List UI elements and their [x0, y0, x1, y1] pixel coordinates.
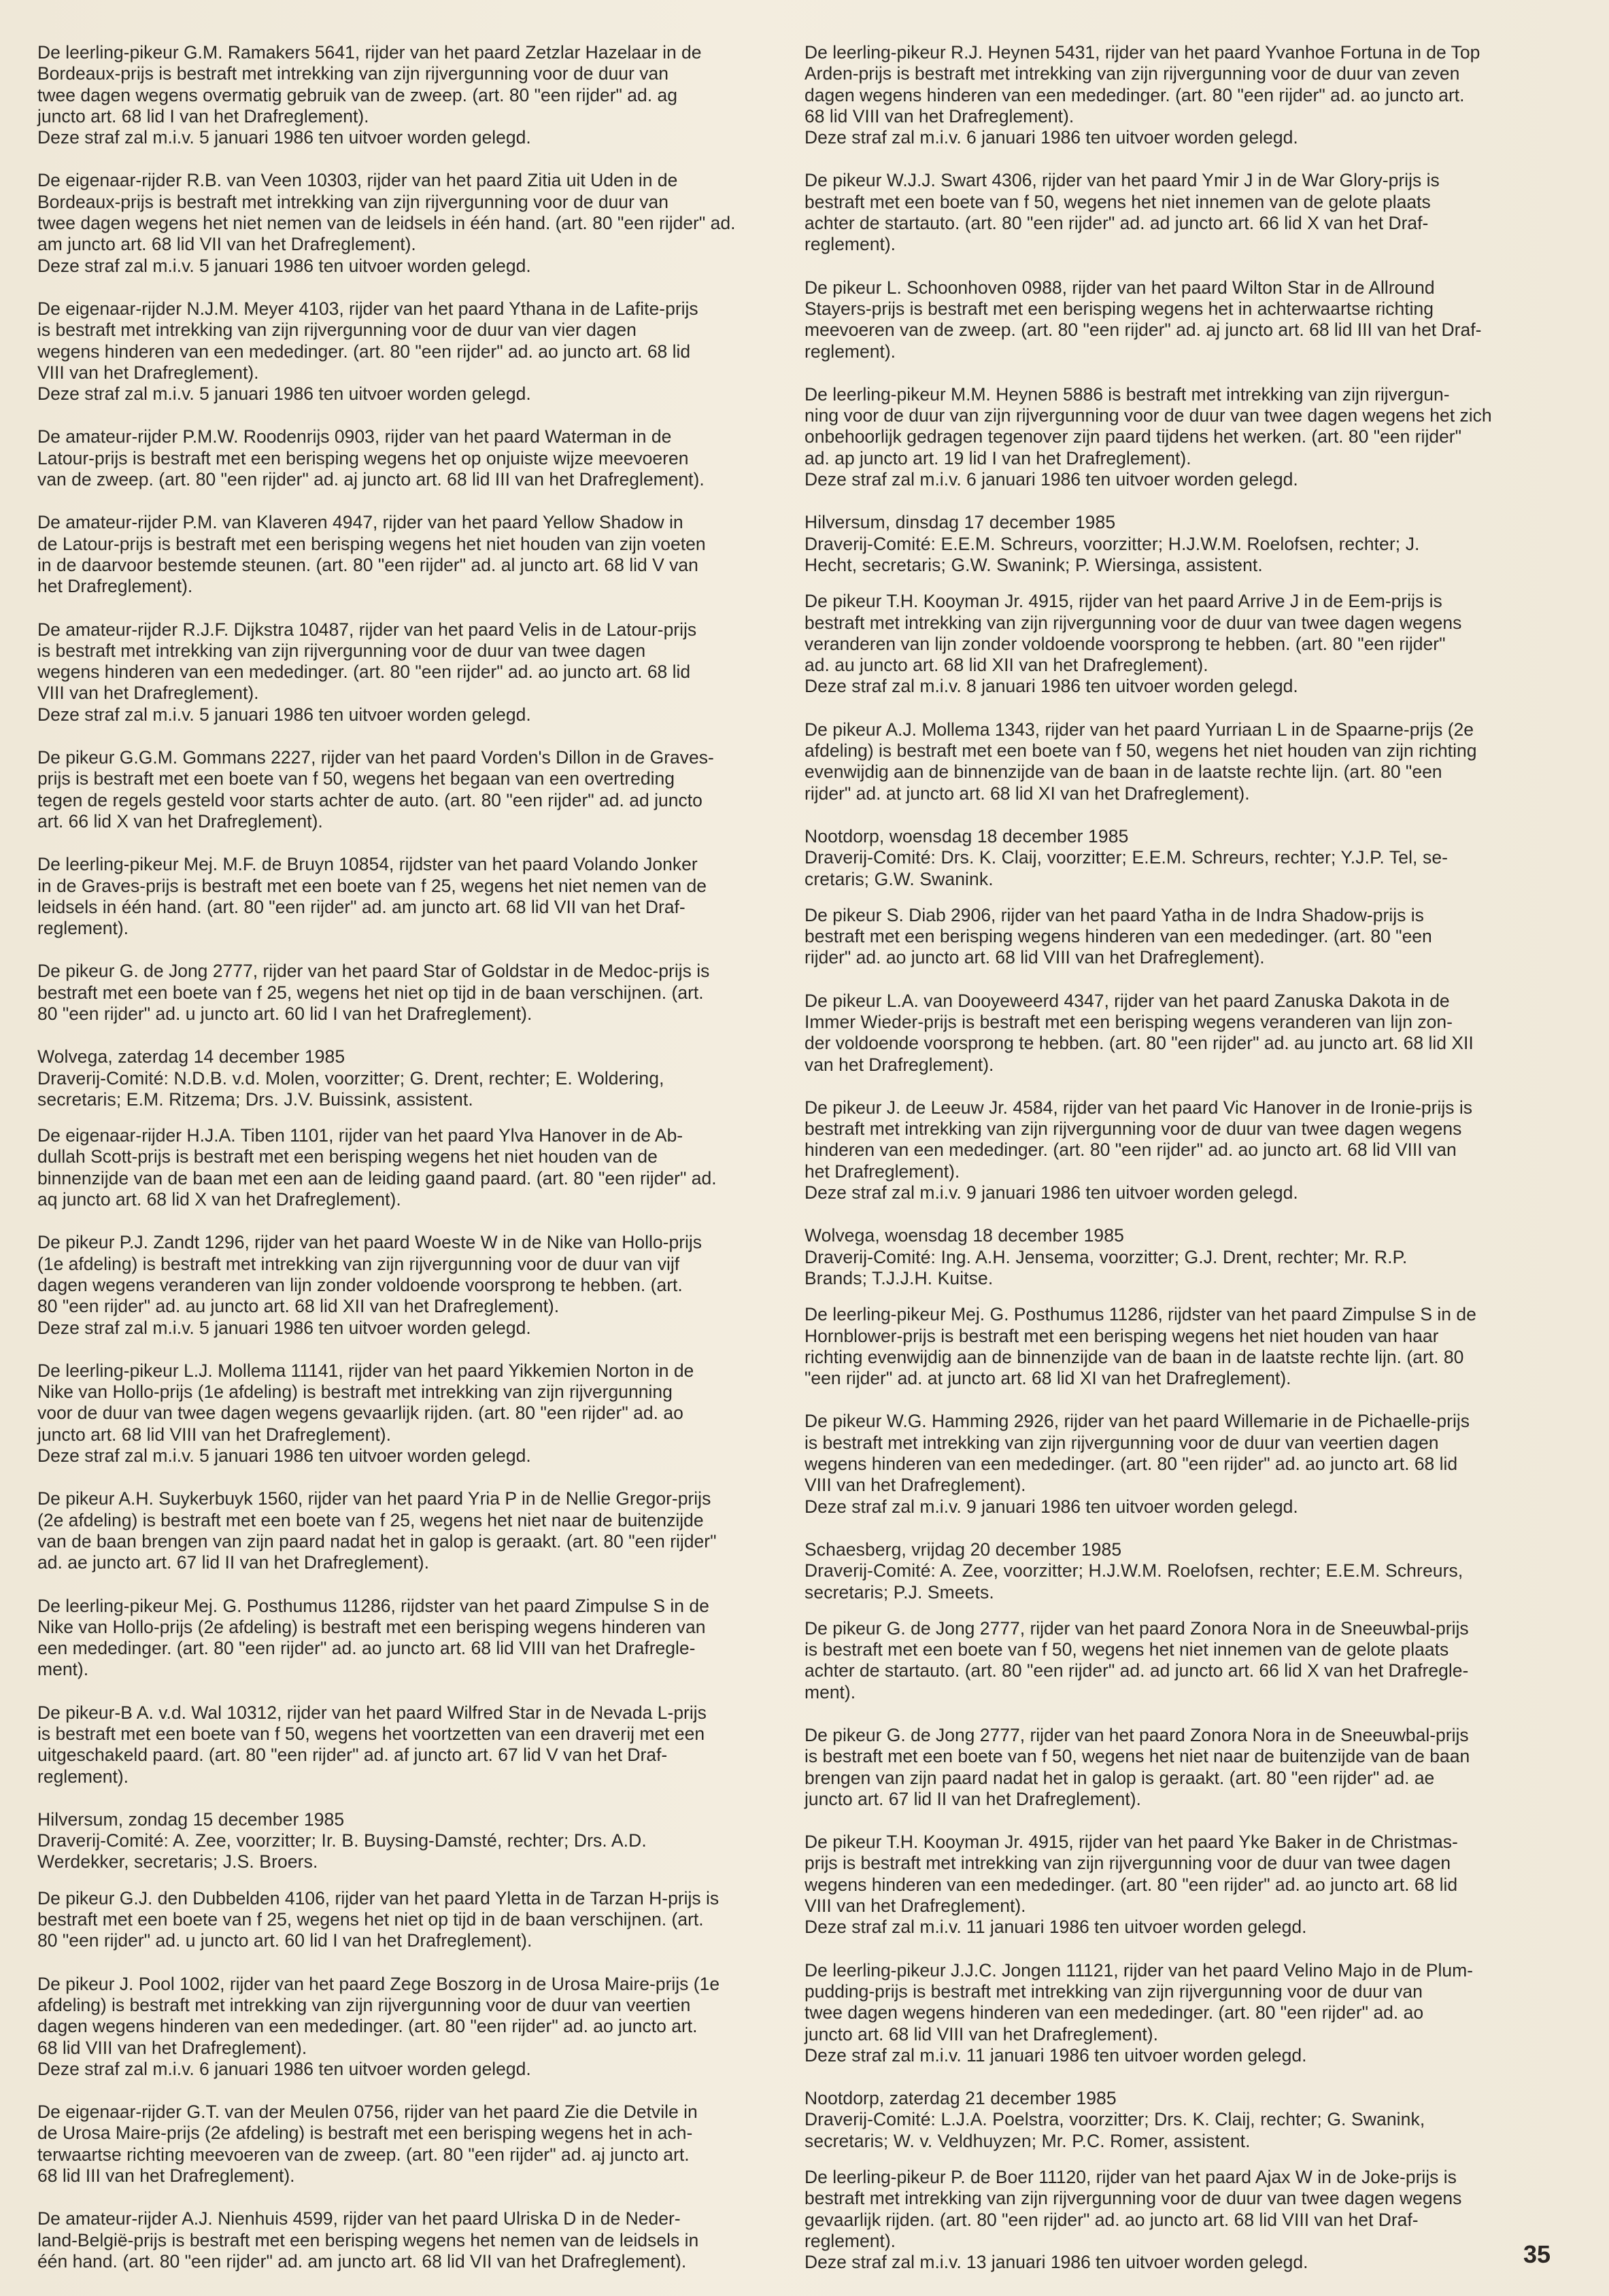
text-line: De pikeur S. Diab 2906, rijder van het paard Yatha in de Indra Shadow-prijs is: [804, 904, 1424, 925]
text-line: Deze straf zal m.i.v. 5 januari 1986 ten uitvoer worden gelegd.: [37, 383, 531, 405]
text-line: De leerling-pikeur L.J. Mollema 11141, rijder van het paard Yikkemien Norton in de: [37, 1360, 694, 1381]
verdict-paragraph: [804, 1304, 1536, 1389]
text-line: Deze straf zal m.i.v. 9 januari 1986 ten uitvoer worden gelegd.: [804, 1496, 1298, 1517]
text-line: in de daarvoor bestemde steunen. (art. 80 "een rijder" ad. al juncto art. 68 lid V van: [37, 554, 698, 575]
text-line: De pikeur G. de Jong 2777, rijder van het paard Star of Goldstar in de Medoc-prijs is: [37, 961, 710, 982]
text-line: Wolvega, woensdag 18 december 1985: [804, 1225, 1124, 1246]
text-line: De pikeur G.G.M. Gommans 2227, rijder van het paard Vorden's Dillon in de Graves-: [37, 747, 714, 768]
text-line: Bordeaux-prijs is bestraft met intrekking van zijn rijvergunning voor de duur van: [37, 191, 668, 212]
text-line: De pikeur G. de Jong 2777, rijder van het paard Zonora Nora in de Sneeuwbal-prijs: [804, 1617, 1469, 1639]
text-line: Werdekker, secretaris; J.S. Broers.: [37, 1851, 318, 1872]
text-line: De pikeur L.A. van Dooyeweerd 4347, rijder van het paard Zanuska Dakota in de: [804, 990, 1450, 1011]
text-line: Schaesberg, vrijdag 20 december 1985: [804, 1539, 1122, 1560]
text-line: Hecht, secretaris; G.W. Swanink; P. Wiersinga, assistent.: [804, 554, 1263, 575]
meeting-header: [804, 1539, 1536, 1603]
text-line: VIII van het Drafreglement).: [804, 1896, 1026, 1917]
verdict-paragraph: [37, 1888, 772, 1952]
text-line: twee dagen wegens het niet nemen van de leidsels in één hand. (art. 80 "een rijder" ad.: [37, 213, 736, 234]
text-line: Nike van Hollo-prijs (2e afdeling) is bestraft met een berisping wegens hinderen van: [37, 1616, 706, 1637]
text-line: is bestraft met een boete van f 50, wegens het niet innemen van de gelote plaats: [804, 1639, 1449, 1660]
text-line: achter de startauto. (art. 80 "een rijder" ad. ad juncto art. 66 lid X van het Draf-: [804, 213, 1429, 234]
text-line: De pikeur W.G. Hamming 2926, rijder van het paard Willemarie in de Pichaelle-prijs: [804, 1411, 1470, 1432]
text-line: Draverij-Comité: A. Zee, voorzitter; Ir. B. Buysing-Damsté, rechter; Drs. A.D.: [37, 1830, 647, 1851]
text-line: reglement).: [804, 341, 896, 362]
text-line: is bestraft met een boete van f 50, wegens het voortzetten van een draverij met een: [37, 1724, 705, 1744]
verdict-paragraph: [37, 1974, 772, 2080]
text-line: De leerling-pikeur P. de Boer 11120, rijder van het paard Ajax W in de Joke-prijs is: [804, 2167, 1457, 2188]
text-line: ment).: [37, 1659, 89, 1680]
text-line: Draverij-Comité: N.D.B. v.d. Molen, voorzitter; G. Drent, rechter; E. Woldering,: [37, 1067, 664, 1089]
verdict-paragraph: [37, 2102, 772, 2187]
text-line: De pikeur L. Schoonhoven 0988, rijder van het paard Wilton Star in de Allround: [804, 277, 1435, 298]
text-line: Deze straf zal m.i.v. 5 januari 1986 ten uitvoer worden gelegd.: [37, 1317, 531, 1338]
text-line: secretaris; W. v. Veldhuyzen; Mr. P.C. Romer, assistent.: [804, 2130, 1251, 2151]
text-line: cretaris; G.W. Swanink.: [804, 868, 994, 889]
text-line: dullah Scott-prijs is bestraft met een berisping wegens het niet houden van de: [37, 1146, 658, 1167]
text-line: Deze straf zal m.i.v. 6 januari 1986 ten uitvoer worden gelegd.: [37, 2058, 531, 2079]
text-line: De leerling-pikeur M.M. Heynen 5886 is bestraft met intrekking van zijn rijvergun-: [804, 383, 1450, 405]
verdict-paragraph: [37, 1488, 772, 1573]
text-line: terwaartse richting meevoeren van de zweep. (art. 80 "een rijder" ad. aj juncto art.: [37, 2144, 690, 2165]
verdict-paragraph: [804, 384, 1536, 490]
text-line: 80 "een rijder" ad. au juncto art. 68 lid XII van het Drafreglement).: [37, 1296, 560, 1317]
text-line: (1e afdeling) is bestraft met intrekking van zijn rijvergunning voor de duur van vijf: [37, 1253, 680, 1274]
verdict-paragraph: [37, 619, 772, 725]
verdict-paragraph: [804, 991, 1536, 1076]
text-line: is bestraft met intrekking van zijn rijvergunning voor de duur van twee dagen: [37, 640, 646, 661]
text-line: Nootdorp, zaterdag 21 december 1985: [804, 2088, 1117, 2109]
text-line: Deze straf zal m.i.v. 11 januari 1986 ten uitvoer worden gelegd.: [804, 2044, 1307, 2066]
verdict-paragraph: [37, 747, 772, 832]
text-line: (2e afdeling) is bestraft met een boete van f 25, wegens het niet naar de buitenzijde: [37, 1509, 704, 1530]
text-line: dagen wegens hinderen van een mededinger. (art. 80 "een rijder" ad. ao juncto art.: [804, 84, 1465, 105]
text-line: Wolvega, zaterdag 14 december 1985: [37, 1046, 345, 1067]
text-line: rijder" ad. at juncto art. 68 lid XI van het Drafreglement).: [804, 783, 1250, 804]
text-line: bestraft met intrekking van zijn rijvergunning voor de duur van twee dagen wegens: [804, 1118, 1462, 1140]
text-line: Deze straf zal m.i.v. 5 januari 1986 ten uitvoer worden gelegd.: [37, 255, 531, 276]
text-line: bestraft met een boete van f 50, wegens het niet innemen van de gelote plaats: [804, 191, 1431, 212]
text-line: onbehoorlijk gedragen tegenover zijn paard tijdens het werken. (art. 80 "een rijder": [804, 426, 1462, 447]
text-line: twee dagen wegens hinderen van een mededinger. (art. 80 "een rijder" ad. ao: [804, 2002, 1424, 2023]
text-line: ad. ap juncto art. 19 lid I van het Drafreglement).: [804, 447, 1191, 468]
text-line: reglement).: [37, 1766, 129, 1787]
text-line: richting evenwijdig aan de binnenzijde van de baan in de laatste rechte lijn. (art. 80: [804, 1346, 1464, 1367]
verdict-paragraph: [37, 1360, 772, 1467]
verdict-paragraph: [804, 905, 1536, 969]
text-line: ment).: [804, 1681, 856, 1702]
text-line: Latour-prijs is bestraft met een berisping wegens het op onjuiste wijze meevoeren: [37, 447, 689, 468]
text-line: Deze straf zal m.i.v. 5 januari 1986 ten uitvoer worden gelegd.: [37, 704, 531, 725]
text-line: aq juncto art. 68 lid X van het Drafreglement).: [37, 1189, 401, 1210]
text-line: De amateur-rijder R.J.F. Dijkstra 10487, rijder van het paard Velis in de Latour-prijs: [37, 619, 697, 640]
verdict-paragraph: [804, 719, 1536, 804]
verdict-paragraph: [37, 1125, 772, 1210]
text-line: De leerling-pikeur G.M. Ramakers 5641, rijder van het paard Zetzlar Hazelaar in de: [37, 42, 702, 63]
text-line: van het Drafreglement).: [804, 1054, 994, 1075]
text-line: De pikeur A.H. Suykerbuyk 1560, rijder van het paard Yria P in de Nellie Gregor-prijs: [37, 1488, 711, 1509]
text-line: Brands; T.J.J.H. Kuitse.: [804, 1267, 994, 1288]
text-line: VIII van het Drafreglement).: [804, 1475, 1026, 1496]
text-line: rijder" ad. ao juncto art. 68 lid VIII van het Drafreglement).: [804, 947, 1265, 968]
text-line: juncto art. 67 lid II van het Drafreglement).: [804, 1788, 1141, 1809]
text-line: secretaris; E.M. Ritzema; Drs. J.V. Buissink, assistent.: [37, 1089, 473, 1110]
text-line: "een rijder" ad. at juncto art. 68 lid XI van het Drafreglement).: [804, 1368, 1291, 1389]
text-line: Arden-prijs is bestraft met intrekking van zijn rijvergunning voor de duur van zeven: [804, 63, 1460, 84]
text-line: Hilversum, zondag 15 december 1985: [37, 1809, 345, 1830]
text-line: De pikeur-B A. v.d. Wal 10312, rijder van het paard Wilfred Star in de Nevada L-prijs: [37, 1702, 707, 1723]
text-line: De leerling-pikeur Mej. G. Posthumus 11286, rijdster van het paard Zimpulse S in de: [804, 1304, 1476, 1325]
text-line: reglement).: [804, 234, 896, 255]
text-line: juncto art. 68 lid VIII van het Drafreglement).: [804, 2023, 1158, 2044]
text-line: bestraft met een berisping wegens hinderen van een mededinger. (art. 80 "een: [804, 926, 1432, 947]
text-line: De pikeur J. Pool 1002, rijder van het paard Zege Boszorg in de Urosa Maire-prijs (1e: [37, 1973, 720, 1994]
verdict-paragraph: [804, 277, 1536, 362]
verdict-paragraph: [804, 1725, 1536, 1810]
text-line: Deze straf zal m.i.v. 5 januari 1986 ten uitvoer worden gelegd.: [37, 127, 531, 148]
text-line: Bordeaux-prijs is bestraft met intrekking van zijn rijvergunning voor de duur van: [37, 63, 668, 84]
text-line: prijs is bestraft met intrekking van zijn rijvergunning voor de duur van twee dagen: [804, 1853, 1451, 1874]
text-line: leidsels in één hand. (art. 80 "een rijder" ad. am juncto art. 68 lid VII van het Draf-: [37, 896, 685, 917]
text-line: van de zweep. (art. 80 "een rijder" ad. aj juncto art. 68 lid III van het Drafreglement).: [37, 469, 705, 490]
text-line: ad. ae juncto art. 67 lid II van het Drafreglement).: [37, 1552, 429, 1573]
verdict-paragraph: [804, 1832, 1536, 1938]
verdict-paragraph: [804, 2167, 1536, 2273]
text-line: de Latour-prijs is bestraft met een berisping wegens het niet houden van zijn voeten: [37, 533, 706, 554]
text-line: De pikeur A.J. Mollema 1343, rijder van het paard Yurriaan L in de Spaarne-prijs (2e: [804, 719, 1474, 740]
text-line: 68 lid VIII van het Drafreglement).: [804, 105, 1074, 126]
text-line: één hand. (art. 80 "een rijder" ad. am juncto art. 68 lid VII van het Drafreglement).: [37, 2250, 687, 2272]
text-line: dagen wegens hinderen van een mededinger. (art. 80 "een rijder" ad. ao juncto art.: [37, 2016, 698, 2037]
text-line: reglement).: [37, 918, 129, 939]
text-line: voor de duur van twee dagen wegens gevaarlijk rijden. (art. 80 "een rijder" ad. ao: [37, 1403, 683, 1424]
text-line: de Urosa Maire-prijs (2e afdeling) is bestraft met een berisping wegens het in ach-: [37, 2123, 693, 2144]
text-line: wegens hinderen van een mededinger. (art. 80 "een rijder" ad. ao juncto art. 68 lid: [804, 1874, 1458, 1895]
text-line: Nike van Hollo-prijs (1e afdeling) is bestraft met intrekking van zijn rijvergunning: [37, 1382, 673, 1403]
text-line: Deze straf zal m.i.v. 11 januari 1986 ten uitvoer worden gelegd.: [804, 1917, 1307, 1938]
text-line: het Drafreglement).: [37, 576, 193, 597]
text-line: bestraft met intrekking van zijn rijvergunning voor de duur van twee dagen wegens: [804, 2188, 1462, 2209]
text-line: De leerling-pikeur J.J.C. Jongen 11121, rijder van het paard Velino Majo in de Plum-: [804, 1959, 1473, 1981]
text-line: Immer Wieder-prijs is bestraft met een berisping wegens veranderen van lijn zon-: [804, 1011, 1453, 1032]
meeting-header: [804, 2088, 1536, 2152]
verdict-paragraph: [37, 2208, 772, 2272]
left-column: [37, 42, 772, 2294]
text-line: Draverij-Comité: E.E.M. Schreurs, voorzitter; H.J.W.M. Roelofsen, rechter; J.: [804, 533, 1420, 554]
text-line: meevoeren van de zweep. (art. 80 "een rijder" ad. aj juncto art. 68 lid III van het Draf-: [804, 320, 1482, 341]
verdict-paragraph: [37, 426, 772, 490]
text-line: Draverij-Comité: Ing. A.H. Jensema, voorzitter; G.J. Drent, rechter; Mr. R.P.: [804, 1246, 1408, 1267]
text-line: Deze straf zal m.i.v. 6 januari 1986 ten uitvoer worden gelegd.: [804, 469, 1298, 490]
text-line: Draverij-Comité: L.J.A. Poelstra, voorzitter; Drs. K. Claij, rechter; G. Swanink,: [804, 2109, 1425, 2130]
text-line: am juncto art. 68 lid VII van het Drafreglement).: [37, 234, 416, 255]
text-line: achter de startauto. (art. 80 "een rijder" ad. ad juncto art. 66 lid X van het Drafregle-: [804, 1660, 1469, 1681]
text-line: tegen de regels gesteld voor starts achter de auto. (art. 80 "een rijder" ad. ad juncto: [37, 789, 702, 810]
verdict-paragraph: [37, 961, 772, 1025]
text-line: 80 "een rijder" ad. u juncto art. 60 lid I van het Drafreglement).: [37, 1930, 532, 1951]
verdict-paragraph: [804, 1618, 1536, 1703]
text-line: De leerling-pikeur Mej. G. Posthumus 11286, rijdster van het paard Zimpulse S in de: [37, 1595, 709, 1616]
text-line: wegens hinderen van een mededinger. (art. 80 "een rijder" ad. ao juncto art. 68 lid: [37, 662, 691, 683]
text-line: De amateur-rijder P.M.W. Roodenrijs 0903, rijder van het paard Waterman in de: [37, 426, 672, 447]
text-line: Hornblower-prijs is bestraft met een berisping wegens het niet houden van haar: [804, 1325, 1439, 1346]
text-line: ad. au juncto art. 68 lid XII van het Drafreglement).: [804, 655, 1208, 676]
text-line: De eigenaar-rijder G.T. van der Meulen 0756, rijder van het paard Zie die Detvile in: [37, 2102, 698, 2123]
meeting-header: [37, 1046, 772, 1110]
text-line: Nootdorp, woensdag 18 december 1985: [804, 825, 1129, 846]
text-line: wegens hinderen van een mededinger. (art. 80 "een rijder" ad. ao juncto art. 68 lid: [37, 341, 691, 362]
text-line: Deze straf zal m.i.v. 13 januari 1986 ten uitvoer worden gelegd.: [804, 2252, 1308, 2273]
verdict-paragraph: [804, 591, 1536, 697]
verdict-paragraph: [37, 1232, 772, 1338]
text-line: De pikeur T.H. Kooyman Jr. 4915, rijder van het paard Arrive J in de Eem-prijs is: [804, 591, 1442, 612]
text-line: De pikeur J. de Leeuw Jr. 4584, rijder van het paard Vic Hanover in de Ironie-prijs is: [804, 1097, 1473, 1118]
text-line: VIII van het Drafreglement).: [37, 683, 259, 704]
meeting-header: [804, 826, 1536, 890]
verdict-paragraph: [37, 1702, 772, 1787]
text-line: bestraft met een boete van f 25, wegens het niet op tijd in de baan verschijnen. (art.: [37, 982, 704, 1003]
meeting-header: [37, 1809, 772, 1873]
verdict-paragraph: [804, 42, 1536, 148]
text-line: De eigenaar-rijder R.B. van Veen 10303, rijder van het paard Zitia uit Uden in de: [37, 170, 678, 191]
text-line: gevaarlijk rijden. (art. 80 "een rijder" ad. ao juncto art. 68 lid VIII van het Draf-: [804, 2209, 1419, 2230]
meeting-header: [804, 1225, 1536, 1289]
text-line: art. 66 lid X van het Drafreglement).: [37, 810, 323, 832]
verdict-paragraph: [37, 1596, 772, 1681]
text-line: Deze straf zal m.i.v. 6 januari 1986 ten uitvoer worden gelegd.: [804, 127, 1298, 148]
text-line: pudding-prijs is bestraft met intrekking van zijn rijvergunning voor de duur van: [804, 1981, 1423, 2002]
text-line: is bestraft met een boete van f 50, wegens het niet naar de buitenzijde van de baan: [804, 1746, 1470, 1767]
text-line: van de baan brengen van zijn paard nadat het in galop is geraakt. (art. 80 "een rijder": [37, 1530, 717, 1552]
text-line: binnenzijde van de baan met een aan de leiding gaand paard. (art. 80 "een rijder" ad.: [37, 1167, 717, 1188]
verdict-paragraph: [804, 1097, 1536, 1203]
text-line: reglement).: [804, 2230, 896, 2251]
text-line: 80 "een rijder" ad. u juncto art. 60 lid I van het Drafreglement).: [37, 1003, 532, 1024]
text-line: afdeling) is bestraft met intrekking van zijn rijvergunning voor de duur van veertien: [37, 1994, 691, 2015]
text-line: Draverij-Comité: A. Zee, voorzitter; H.J.W.M. Roelofsen, rechter; E.E.M. Schreurs,: [804, 1560, 1463, 1581]
text-line: brengen van zijn paard nadat het in galop is geraakt. (art. 80 "een rijder" ad. ae: [804, 1767, 1435, 1788]
text-line: juncto art. 68 lid VIII van het Drafreglement).: [37, 1424, 391, 1445]
text-line: 68 lid III van het Drafreglement).: [37, 2165, 295, 2187]
text-line: land-België-prijs is bestraft met een berisping wegens het nemen van de leidsels in: [37, 2229, 699, 2250]
text-line: een mededinger. (art. 80 "een rijder" ad. ao juncto art. 68 lid VIII van het Drafregle-: [37, 1638, 696, 1659]
text-line: secretaris; P.J. Smeets.: [804, 1581, 994, 1603]
text-line: bestraft met een boete van f 25, wegens het niet op tijd in de baan verschijnen. (art.: [37, 1909, 704, 1930]
text-line: Deze straf zal m.i.v. 9 januari 1986 ten uitvoer worden gelegd.: [804, 1182, 1298, 1203]
text-line: De pikeur P.J. Zandt 1296, rijder van het paard Woeste W in de Nike van Hollo-prijs: [37, 1232, 702, 1253]
text-line: De eigenaar-rijder H.J.A. Tiben 1101, rijder van het paard Ylva Hanover in de Ab-: [37, 1125, 683, 1146]
text-line: Stayers-prijs is bestraft met een berisping wegens het in achterwaartse richting: [804, 298, 1434, 319]
text-line: De eigenaar-rijder N.J.M. Meyer 4103, rijder van het paard Ythana in de Lafite-prijs: [37, 298, 698, 319]
verdict-paragraph: [804, 1960, 1536, 2066]
verdict-paragraph: [37, 512, 772, 597]
text-line: Deze straf zal m.i.v. 5 januari 1986 ten uitvoer worden gelegd.: [37, 1445, 531, 1467]
text-line: veranderen van lijn zonder voldoende voorsprong te hebben. (art. 80 "een rijder": [804, 633, 1446, 654]
text-line: De pikeur G. de Jong 2777, rijder van het paard Zonora Nora in de Sneeuwbal-prijs: [804, 1725, 1469, 1745]
text-line: Hilversum, dinsdag 17 december 1985: [804, 512, 1116, 533]
verdict-paragraph: [37, 42, 772, 148]
text-line: is bestraft met intrekking van zijn rijvergunning voor de duur van veertien dagen: [804, 1432, 1439, 1453]
text-line: is bestraft met intrekking van zijn rijvergunning voor de duur van vier dagen: [37, 320, 637, 341]
verdict-paragraph: [37, 298, 772, 405]
text-line: De leerling-pikeur Mej. M.F. de Bruyn 10854, rijdster van het paard Volando Jonker: [37, 854, 698, 875]
text-line: afdeling) is bestraft met een boete van f 50, wegens het niet houden van zijn richting: [804, 740, 1477, 761]
verdict-paragraph: [804, 1411, 1536, 1517]
text-line: De leerling-pikeur R.J. Heynen 5431, rijder van het paard Yvanhoe Fortuna in de Top: [804, 42, 1480, 63]
text-line: juncto art. 68 lid I van het Drafreglement).: [37, 105, 369, 126]
verdict-paragraph: [804, 170, 1536, 255]
text-line: De pikeur W.J.J. Swart 4306, rijder van het paard Ymir J in de War Glory-prijs is: [804, 170, 1440, 191]
text-line: uitgeschakeld paard. (art. 80 "een rijder" ad. af juncto art. 67 lid V van het Draf-: [37, 1745, 668, 1766]
text-line: De pikeur T.H. Kooyman Jr. 4915, rijder van het paard Yke Baker in de Christmas-: [804, 1832, 1458, 1853]
text-line: hinderen van een mededinger. (art. 80 "een rijder" ad. ao juncto art. 68 lid VIII van: [804, 1140, 1457, 1161]
text-line: 68 lid VIII van het Drafreglement).: [37, 2037, 307, 2058]
page-number: 35: [1523, 2240, 1551, 2268]
text-line: evenwijdig aan de binnenzijde van de baan in de laatste rechte lijn. (art. 80 "een: [804, 761, 1442, 783]
text-line: het Drafreglement).: [804, 1161, 960, 1182]
text-line: ning voor de duur van zijn rijvergunning voor de duur van twee dagen wegens het zich: [804, 405, 1492, 426]
text-line: De pikeur G.J. den Dubbelden 4106, rijder van het paard Yletta in de Tarzan H-prijs is: [37, 1887, 719, 1908]
text-line: dagen wegens veranderen van lijn zonder voldoende voorsprong te hebben. (art.: [37, 1274, 683, 1295]
text-line: wegens hinderen van een mededinger. (art. 80 "een rijder" ad. ao juncto art. 68 lid: [804, 1454, 1458, 1475]
text-line: De amateur-rijder A.J. Nienhuis 4599, rijder van het paard Ulriska D in de Neder-: [37, 2208, 681, 2229]
text-line: der voldoende voorsprong te hebben. (art. 80 "een rijder" ad. au juncto art. 68 lid XII: [804, 1033, 1474, 1054]
text-line: bestraft met intrekking van zijn rijvergunning voor de duur van twee dagen wegens: [804, 612, 1462, 633]
text-line: twee dagen wegens overmatig gebruik van de zweep. (art. 80 "een rijder" ad. ag: [37, 84, 677, 105]
text-line: in de Graves-prijs is bestraft met een boete van f 25, wegens het niet nemen van de: [37, 875, 707, 896]
verdict-paragraph: [37, 170, 772, 276]
text-line: prijs is bestraft met een boete van f 50, wegens het begaan van een overtreding: [37, 768, 675, 789]
text-line: Deze straf zal m.i.v. 8 januari 1986 ten uitvoer worden gelegd.: [804, 676, 1298, 697]
right-column: [804, 42, 1536, 2295]
text-line: De amateur-rijder P.M. van Klaveren 4947, rijder van het paard Yellow Shadow in: [37, 512, 683, 533]
text-line: Draverij-Comité: Drs. K. Claij, voorzitter; E.E.M. Schreurs, rechter; Y.J.P. Tel, se-: [804, 847, 1449, 868]
verdict-paragraph: [37, 854, 772, 939]
text-line: VIII van het Drafreglement).: [37, 362, 259, 383]
meeting-header: [804, 512, 1536, 576]
